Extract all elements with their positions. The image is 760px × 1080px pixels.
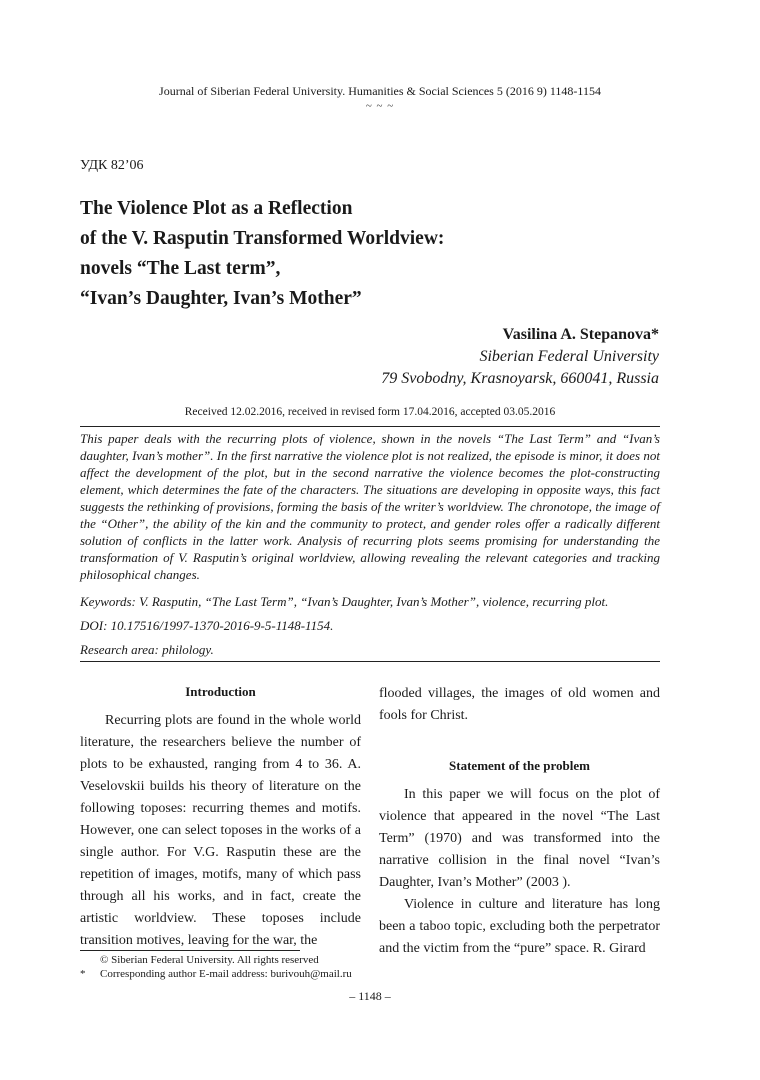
author-affiliation: Siberian Federal University [479, 348, 659, 365]
right-column [379, 683, 660, 960]
introduction-paragraph: Recurring plots are found in the whole world literature, the researchers believe the number of plots to be exhausted, ranging from 4 to 36. A. Veselovskii builds his theory of literature on the following toposes: recurring themes and motifs. However, one can select toposes in the works of a single author. For V.G. Rasputin these are the repetition of images, motifs, many of which pass through all his works, and in fact, create the artistic worldview. These toposes include transition motives, leaving for the war, the [80, 713, 361, 948]
journal-header: Journal of Siberian Federal University. Humanities & Social Sciences 5 (2016 9) 1148-1154 [159, 84, 601, 98]
header-ornament: ~ ~ ~ [365, 100, 395, 112]
footnote-corresponding-author [80, 967, 352, 981]
title-line-4: “Ivan’s Daughter, Ivan’s Mother” [80, 288, 362, 309]
author-name: Vasilina A. Stepanova* [502, 326, 659, 343]
footnote-copyright [80, 953, 319, 967]
footnote-text: Corresponding author E-mail address: burivouh@mail.ru [100, 968, 352, 980]
abstract-top-rule [80, 426, 660, 427]
footnote-marker: * [80, 968, 86, 980]
problem-heading: Statement of the problem [449, 758, 590, 773]
footnote-text: © Siberian Federal University. All rights reserved [100, 954, 319, 966]
title-line-1: The Violence Plot as a Reflection [80, 198, 353, 219]
left-column [80, 683, 361, 952]
author-address: 79 Svobodny, Krasnoyarsk, 660041, Russia [381, 370, 659, 387]
author-block [381, 324, 659, 390]
received-dates: Received 12.02.2016, received in revised form 17.04.2016, accepted 03.05.2016 [184, 406, 556, 418]
introduction-heading: Introduction [185, 684, 256, 699]
keywords: Keywords: V. Rasputin, “The Last Term”, “Ivan’s Daughter, Ivan’s Mother”, violence, recurring plot. [80, 594, 609, 609]
article-title [80, 194, 640, 314]
doi: DOI: 10.17516/1997-1370-2016-9-5-1148-1154. [80, 618, 334, 633]
introduction-continuation: flooded villages, the images of old women and fools for Christ. [379, 686, 660, 723]
title-line-2: of the V. Rasputin Transformed Worldview: [80, 228, 445, 249]
research-area: Research area: philology. [80, 642, 214, 657]
footnote-rule [80, 950, 300, 951]
udk-code: УДК 82’06 [80, 158, 144, 173]
title-line-3: novels “The Last term”, [80, 258, 281, 279]
abstract: This paper deals with the recurring plots of violence, shown in the novels “The Last Term” and “Ivan’s daughter, Ivan’s mother”. In the first narrative the violence plot is not realized, the episode is minor, it does not affect the development of the plot, but in the second narrative the violence becomes the plot-constructing element, which determines the fate of the characters. The situations are developing in opposite ways, this fact suggests the rethinking of provisions, forming the basis of the writer’s worldview. The chronotope, the image of the “Other”, the ability of the kin and the community to protect, and gender roles offer a radically different solution of conflicts in the latter work. Analysis of recurring plots seems promising for understanding the transformation of V. Rasputin’s original worldview, allowing revealing the relevant categories and tracking philosophical changes. [80, 431, 660, 582]
problem-paragraph-2: Violence in culture and literature has long been a taboo topic, excluding both the perpetrator and the victim from the “pure” space. R. Girard [379, 897, 660, 956]
problem-paragraph-1: In this paper we will focus on the plot of violence that appeared in the novel “The Last Term” (1970) and was transformed into the narrative collision in the final novel “Ivan’s Daughter, Ivan’s Mother” (2003 ). [379, 787, 660, 890]
page-number: – 1148 – [349, 989, 391, 1003]
abstract-bottom-rule [80, 661, 660, 662]
